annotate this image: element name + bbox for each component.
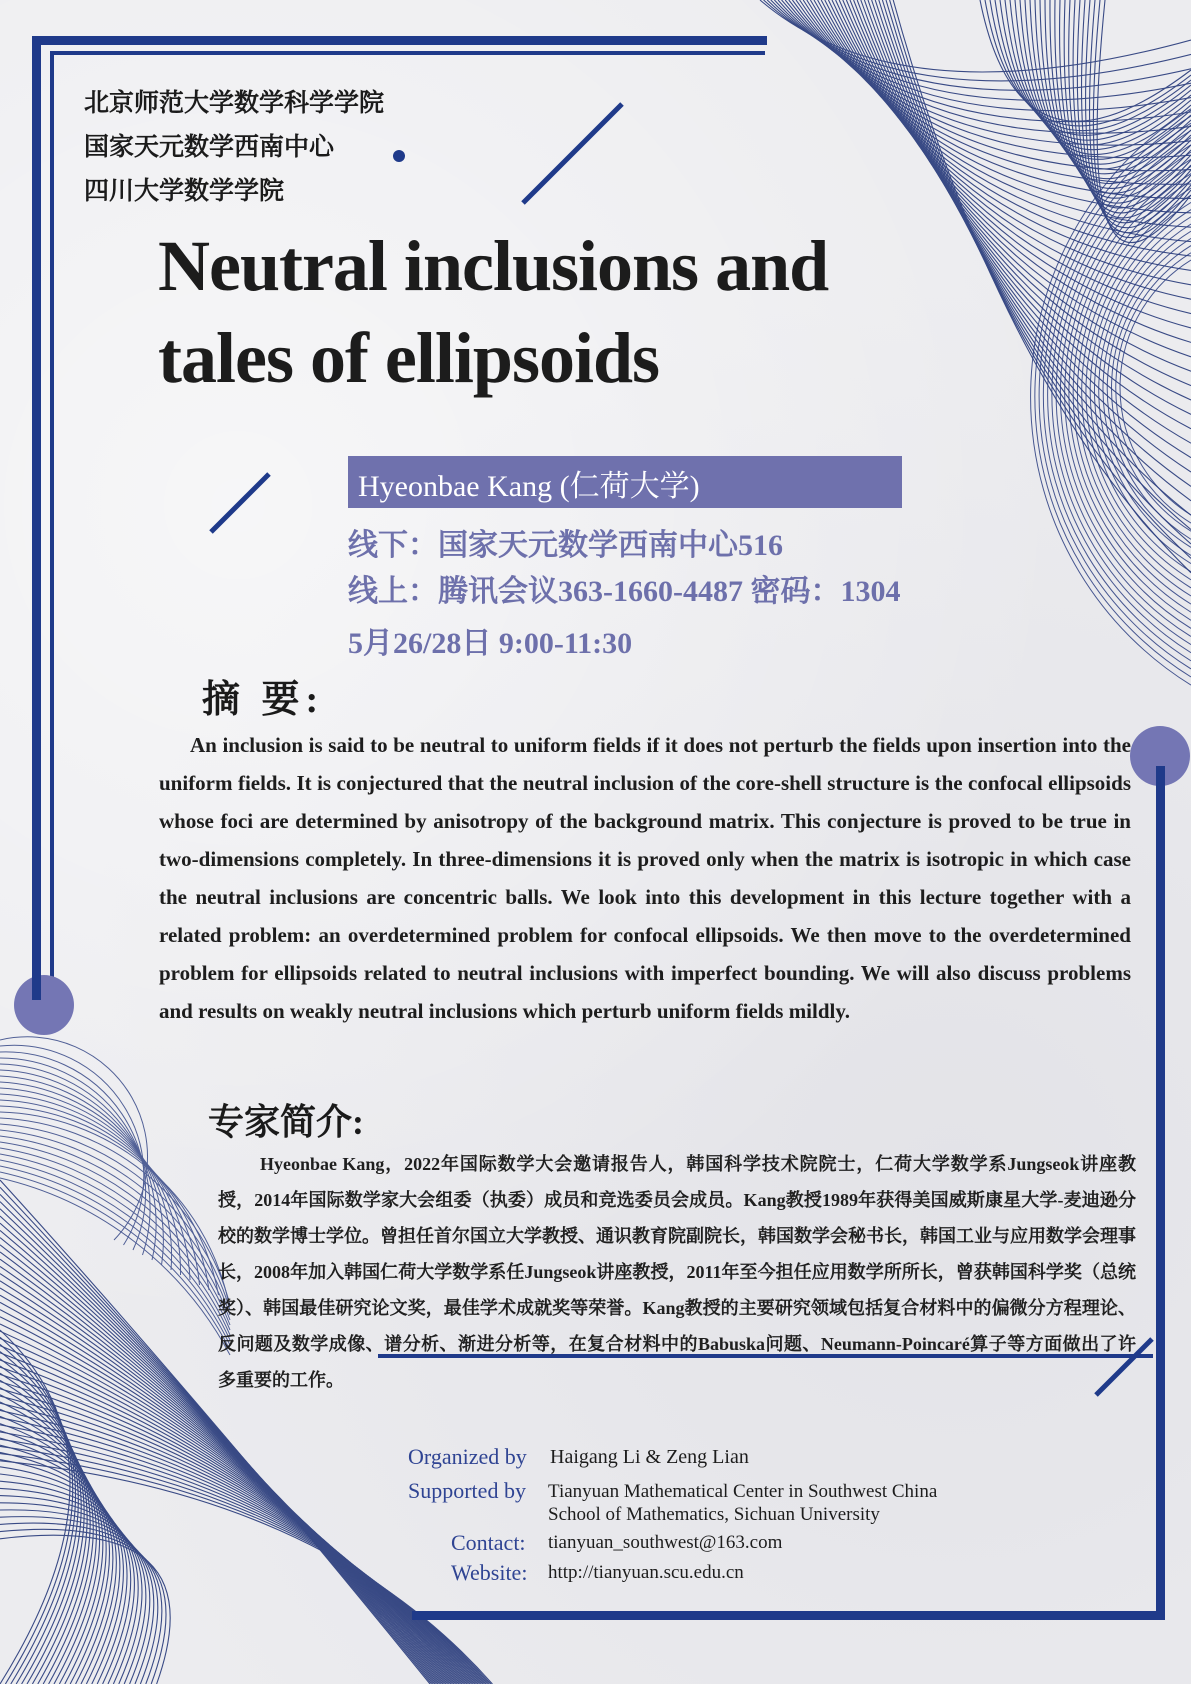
contact-label: Contact: bbox=[451, 1530, 526, 1555]
affiliation-line: 北京师范大学数学科学学院 bbox=[84, 90, 385, 117]
string-line bbox=[818, 0, 1191, 270]
right-bar-over-dot bbox=[1156, 766, 1165, 786]
venue-offline: 线下：国家天元数学西南中心516 bbox=[348, 529, 783, 562]
contact-email[interactable]: tianyuan_southwest@163.com bbox=[548, 1532, 783, 1553]
left-bar-over-dot bbox=[32, 975, 41, 1000]
ring-arc bbox=[0, 1058, 150, 1255]
affiliation-line: 四川大学数学学院 bbox=[84, 178, 285, 205]
affiliations bbox=[84, 82, 384, 214]
supported-by-value: School of Mathematics, Sichuan University bbox=[548, 1504, 880, 1525]
ring-arc bbox=[0, 1160, 230, 1340]
abstract-text: An inclusion is said to be neutral to uniform fields if it does not perturb the fields upon insertion into the uniform fields. It is conjectured that the neutral inclusion of the core-shell structure is the confocal ellipsoids whose foci are determined by anisotropy of the background matrix. This conjecture is proved to be true in two-dimensions completely. In three-dimensions it is proved only when the matrix is isotropic in which case the neutral inclusions are concentric balls. We look into this development in this lecture together with a related problem: an overdetermined problem for confocal ellipsoids. We then move to the overdetermined problem for ellipsoids related to neutral inclusions with imperfect bounding. We will also discuss problems and results on weakly neutral inclusions which perturb uniform fields mildly. bbox=[159, 733, 1131, 1023]
frame-top-inner-bar bbox=[52, 51, 765, 55]
ring-arc bbox=[0, 1118, 230, 1305]
ring-arc bbox=[1065, 166, 1191, 620]
talk-title bbox=[158, 220, 828, 404]
affiliation-line: 国家天元数学西南中心 bbox=[84, 134, 335, 161]
schedule: 5月26/28日 9:00-11:30 bbox=[348, 627, 633, 660]
lavender-dot-left bbox=[14, 975, 74, 1035]
frame-right-bar bbox=[1156, 766, 1165, 1618]
small-dot bbox=[393, 150, 405, 162]
title-line: Neutral inclusions and bbox=[158, 226, 829, 306]
venue-online: 线上：腾讯会议363-1660-4487 密码：1304 bbox=[348, 575, 901, 608]
frame-top-bar bbox=[32, 36, 767, 45]
ring-arcs-bottom-left bbox=[0, 1037, 230, 1355]
frame-bottom-bar bbox=[412, 1611, 1165, 1620]
abstract-heading: 摘 要: bbox=[202, 679, 325, 721]
website-link[interactable]: http://tianyuan.scu.edu.cn bbox=[548, 1562, 744, 1583]
ring-arc bbox=[0, 1045, 144, 1245]
ring-arc bbox=[1056, 152, 1191, 637]
frame-left-inner-bar bbox=[50, 51, 54, 993]
organized-by-value: Haigang Li & Zeng Lian bbox=[550, 1446, 749, 1468]
supported-by-label: Supported by bbox=[408, 1478, 526, 1503]
ring-arc bbox=[0, 1142, 230, 1325]
supported-by-value: Tianyuan Mathematical Center in Southwest China bbox=[548, 1481, 938, 1502]
bio-text: Hyeonbae Kang，2022年国际数学大会邀请报告人，韩国科学技术院院士，仁荷大学数学系Jungseok讲座教授，2014年国际数学家大会组委（执委）成员和竞选委员会成员。Kang教授1989年获得美国威斯康星大学-麦迪逊分校的数学博士学位。曾担任首尔国立大学教授、通识教育院副院长，韩国数学会秘书长，韩国工业与应用数学会理事长，2008年加入韩国仁荷大学数学系任Jungseok讲座教授，2011年至今担任应用数学所所长，曾获韩国科学奖（总统奖）、韩国最佳研究论文奖，最佳学术成就奖等荣誉。Kang教授的主要研究领域包括复合材料中的偏微分方程理论、反问题及数学成像、谱分析、渐进分析等，在复合材料中的Babuska问题、Neumann-Poincaré算子等方面做出了许多重要的工作。 bbox=[218, 1154, 1136, 1390]
website-label: Website: bbox=[451, 1560, 528, 1585]
bio-heading: 专家简介: bbox=[208, 1102, 364, 1142]
ring-arc bbox=[0, 1082, 181, 1275]
slash-mid bbox=[211, 474, 269, 532]
speaker-name: Hyeonbae Kang (仁荷大学) bbox=[358, 470, 700, 503]
string-line bbox=[1030, 0, 1191, 169]
organized-by-label: Organized by bbox=[408, 1444, 527, 1469]
title-line: tales of ellipsoids bbox=[158, 318, 660, 398]
slash-top bbox=[523, 104, 622, 203]
string-line bbox=[0, 1474, 134, 1684]
string-line bbox=[1050, 0, 1191, 188]
string-line bbox=[760, 0, 1191, 72]
frame-left-bar bbox=[32, 36, 41, 1000]
